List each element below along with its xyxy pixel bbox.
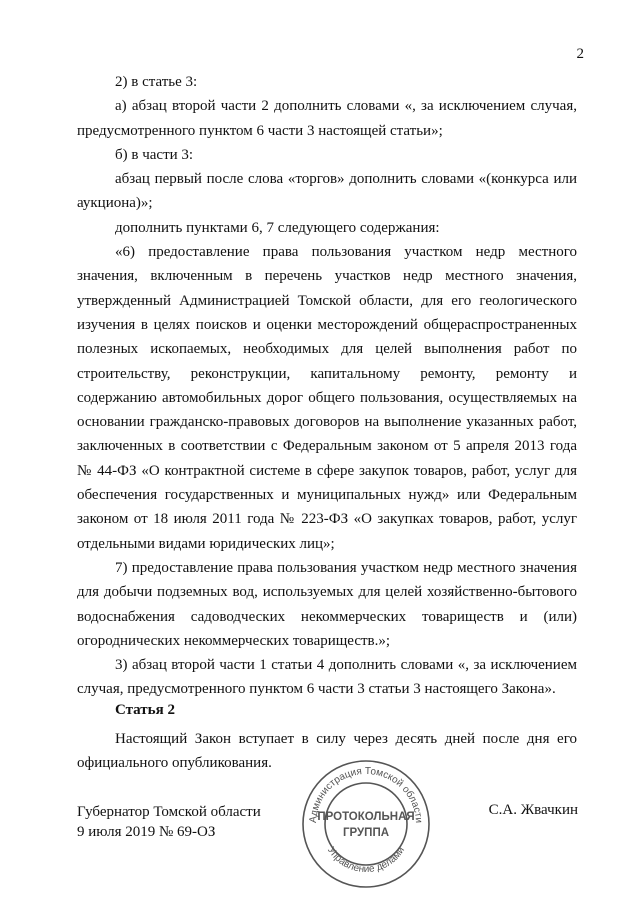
article-text: Настоящий Закон вступает в силу через десять дней после дня его официального опубликования. bbox=[77, 731, 577, 772]
paragraph-4: абзац первый после слова «торгов» дополнить словами «(конкурса или аукциона)»; bbox=[77, 171, 577, 212]
stamp-inner-line-1: ПРОТОКОЛЬНАЯ bbox=[317, 811, 415, 823]
paragraph-2: а) абзац второй части 2 дополнить словами «, за исключением случая, предусмотренного пунктом 6 части 3 настоящей статьи»; bbox=[77, 98, 577, 139]
amendment-text bbox=[77, 70, 577, 702]
paragraph-5: дополнить пунктами 6, 7 следующего содержания: bbox=[115, 219, 440, 236]
article-heading: Статья 2 bbox=[115, 702, 175, 718]
paragraph-8: 3) абзац второй части 1 статьи 4 дополнить словами «, за исключением случая, предусмотренного пунктом 6 части 3 статьи 3 настоящего Закона». bbox=[77, 657, 577, 698]
law-date-number: 9 июля 2019 № 69-ОЗ bbox=[77, 824, 216, 840]
stamp-bottom-text: Управление делами bbox=[324, 845, 408, 876]
paragraph-1: 2) в статье 3: bbox=[115, 74, 198, 90]
official-stamp bbox=[300, 758, 432, 890]
paragraph-7: 7) предоставление права пользования участком недр местного значения для добычи подземных вод, используемых для целей хозяйственно-бытового водоснабжения садоводческих некоммерческих товариществ и (или) огороднических некоммерческих товариществ.»; bbox=[77, 559, 577, 649]
stamp-outer-text: Администрация Томской области bbox=[307, 765, 425, 824]
signer-title: Губернатор Томской области bbox=[77, 804, 261, 820]
stamp-inner-line-2: ГРУППА bbox=[342, 827, 390, 839]
page-number: 2 bbox=[576, 46, 584, 62]
signer-name: С.А. Жвачкин bbox=[488, 802, 578, 818]
signer-block bbox=[77, 802, 261, 842]
paragraph-6: «6) предоставление права пользования участком недр местного значения, включенным в перечень участков недр местного значения, утвержденный Администрацией Томской области, для его геологического изучения в целях поисков и оценки месторождений общераспространенных полезных ископаемых, необходимых для целей выполнения работ по строительству, реконструкции, капитальному ремонту, ремонту и содержанию автомобильных дорог общего пользования, осуществляемых на основании гражданско-правовых договоров на выполнение указанных работ, заключенных в соответствии с Федеральным законом от 5 апреля 2013 года № 44-ФЗ «О контрактной системе в сфере закупок товаров, работ, услуг для обеспечения государственных и муниципальных нужд» или Федеральным законом от 18 июля 2011 года № 223-ФЗ «О закупках товаров, работ, услуг отдельными видами юридических лиц»; bbox=[77, 244, 577, 552]
paragraph-3: б) в части 3: bbox=[115, 146, 194, 163]
